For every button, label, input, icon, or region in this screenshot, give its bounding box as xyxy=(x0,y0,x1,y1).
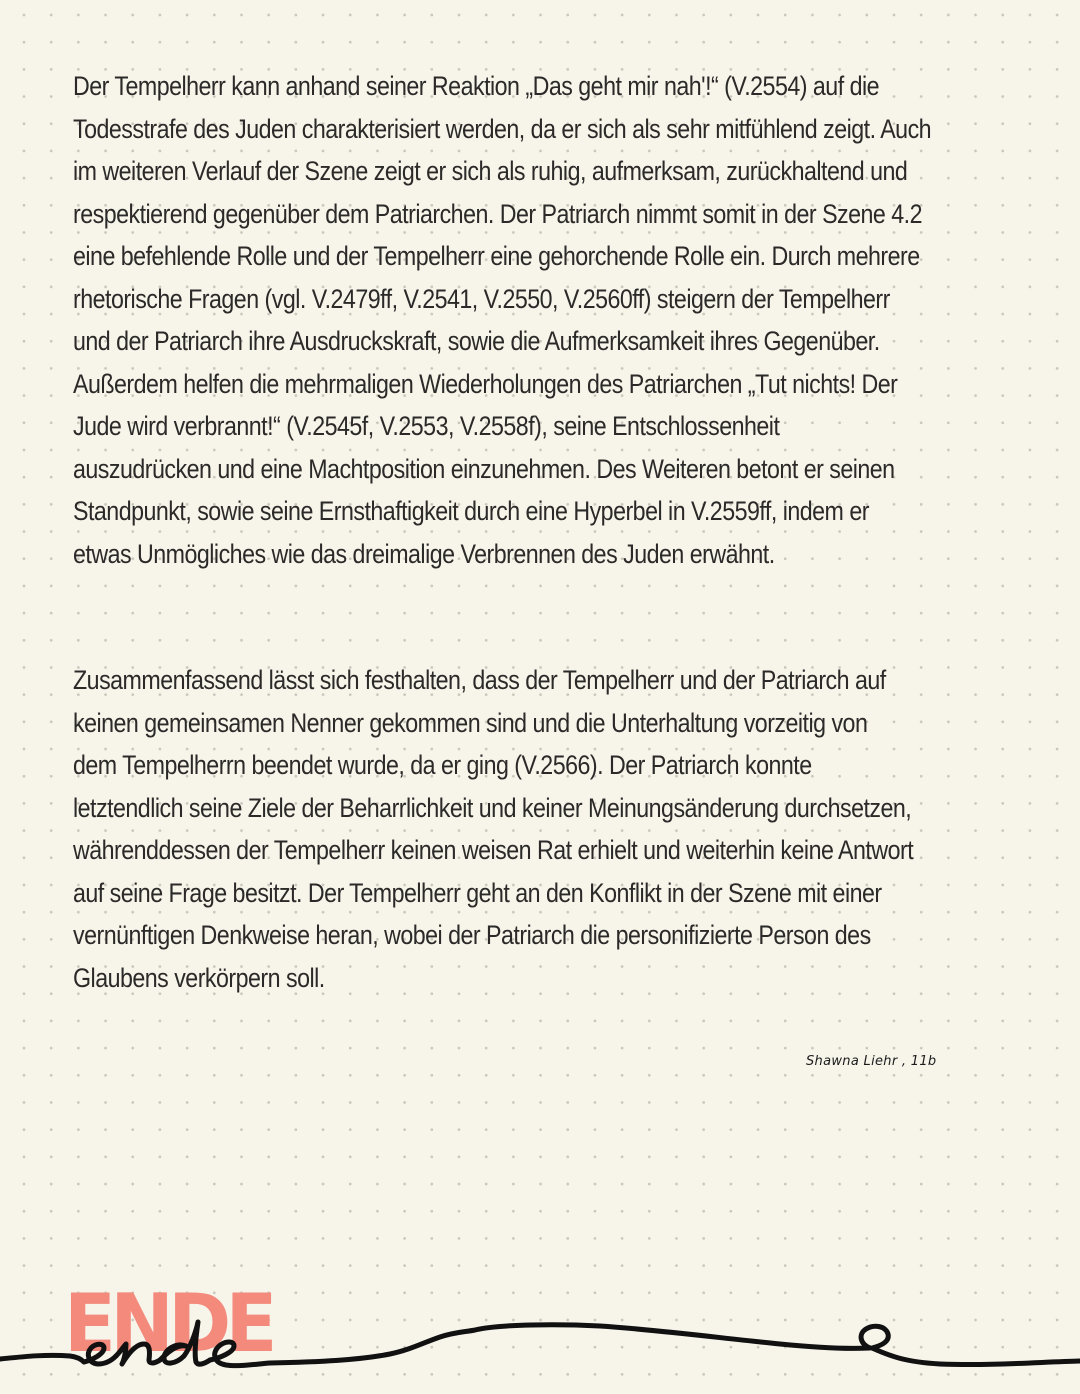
text-line: auszudrücken und eine Machtposition einzunehmen. Des Weiteren betont er seinen xyxy=(73,453,895,484)
text-line: Der Tempelherr kann anhand seiner Reaktion „Das geht mir nah'!“ (V.2554) auf die xyxy=(73,71,880,101)
text-line: eine befehlende Rolle und der Tempelherr eine gehorchende Rolle ein. Durch mehrere xyxy=(73,241,920,271)
text-line: Standpunkt, sowie seine Ernsthaftigkeit durch eine Hyperbel in V.2559ff, indem er xyxy=(73,496,869,526)
text-line: Jude wird verbrannt!“ (V.2545f, V.2553, V.2558f), seine Entschlossenheit xyxy=(73,411,780,441)
author-signature: Shawna Liehr , 11b xyxy=(806,1054,937,1069)
conclusion-paragraph xyxy=(73,659,1033,999)
ende-heading: ENDE xyxy=(64,1277,272,1370)
text-line: und der Patriarch ihre Ausdruckskraft, sowie die Aufmerksamkeit ihres Gegenüber. xyxy=(73,326,880,356)
text-line: etwas Unmögliches wie das dreimalige Verbrennen des Juden erwähnt. xyxy=(73,538,775,569)
ende-script-line-icon xyxy=(0,1277,1080,1394)
text-line: währenddessen der Tempelherr keinen weisen Rat erhielt und weiterhin keine Antwort xyxy=(73,835,914,865)
text-line: Außerdem helfen die mehrmaligen Wiederholungen des Patriarchen „Tut nichts! Der xyxy=(73,368,898,399)
ende-decoration xyxy=(0,1277,1080,1394)
text-line: letztendlich seine Ziele der Beharrlichkeit und keiner Meinungsänderung durchsetzen, xyxy=(73,792,912,823)
analysis-paragraph xyxy=(73,65,1033,575)
text-line: respektierend gegenüber dem Patriarchen. Der Patriarch nimmt somit in der Szene 4.2 xyxy=(73,198,923,229)
text-line: Todesstrafe des Juden charakterisiert werden, da er sich als sehr mitfühlend zeigt. Auch xyxy=(73,113,932,144)
text-line: im weiteren Verlauf der Szene zeigt er sich als ruhig, aufmerksam, zurückhaltend und xyxy=(73,156,908,186)
text-line: dem Tempelherrn beendet wurde, da er ging (V.2566). Der Patriarch konnte xyxy=(73,750,812,780)
text-line: vernünftigen Denkweise heran, wobei der Patriarch die personifizierte Person des xyxy=(73,920,871,950)
text-line: Glaubens verkörpern soll. xyxy=(73,962,325,993)
text-line: Zusammenfassend lässt sich festhalten, dass der Tempelherr und der Patriarch auf xyxy=(73,665,886,695)
text-line: keinen gemeinsamen Nenner gekommen sind und die Unterhaltung vorzeitig von xyxy=(73,707,868,738)
text-line: auf seine Frage besitzt. Der Tempelherr geht an den Konflikt in der Szene mit einer xyxy=(73,877,882,908)
text-line: rhetorische Fragen (vgl. V.2479ff, V.2541, V.2550, V.2560ff) steigern der Tempelherr xyxy=(73,283,890,314)
